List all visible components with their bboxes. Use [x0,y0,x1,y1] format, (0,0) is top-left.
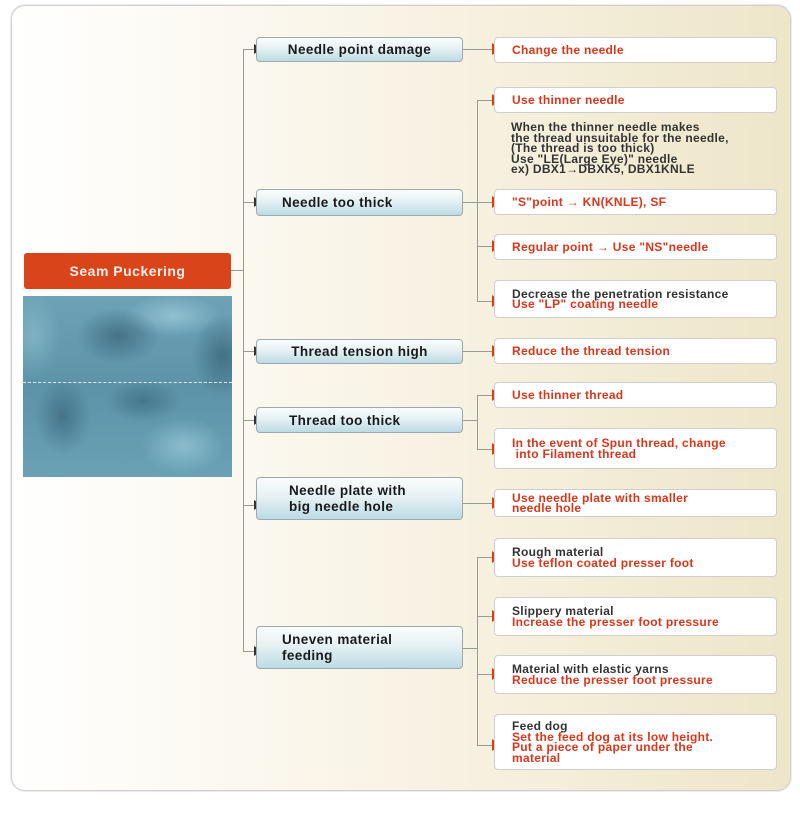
solution-s-point [494,189,777,215]
cause-thread-too-thick [256,407,463,433]
solution-elastic-yarns [494,655,777,694]
solution-connector [463,49,494,50]
cause-label: Thread tension high [291,344,428,359]
solution-text: Put a piece of paper under the [512,740,694,754]
solution-change-needle [494,37,777,63]
cause-needle-point-damage [256,37,463,62]
solution-regular-point [494,234,777,260]
solution-text: In the event of Spun thread, change [512,436,726,450]
solution-text: Use teflon coated presser foot [512,555,694,570]
solution-text: "S"point → KN(KNLE), SF [512,194,667,209]
condition-text: Decrease the penetration resistance [512,286,729,301]
solution-text: Set the feed dog at its low height. [512,729,714,744]
sub-trunk-line [477,557,478,745]
fabric-photo [23,296,232,477]
solution-feed-dog [494,714,777,770]
diagram-title: Seam Puckering [69,263,186,279]
note-line: ex) DBX1→DBXK5, DBX1KNLE [511,162,695,176]
sub-trunk-line [477,100,478,302]
cause-label-line: Needle plate with [289,482,407,498]
cause-label: Thread too thick [289,412,401,428]
solution-text: material [512,750,561,765]
cause-label [282,632,392,664]
solution-connector [463,420,477,421]
seam-stitch [23,382,232,383]
solution-text: Use needle plate with smaller [512,490,689,505]
cause-label-line: feeding [282,647,333,663]
cause-label [289,483,406,515]
solution-text: into Filament thread [512,446,637,461]
note-line: (The thread is too thick) [511,141,655,155]
solution-connector [463,202,477,203]
title-box [24,253,231,289]
solution-connector [463,648,477,649]
solution-text: Regular point → Use "NS"needle [512,239,709,254]
cause-label-line: big needle hole [289,498,394,514]
thick-thread-note [511,122,781,175]
solution-thinner-needle [494,87,777,113]
cause-needle-plate-big-hole [256,477,463,520]
title-connector [231,270,243,271]
cause-label-line: Uneven material [282,631,393,647]
solution-text: Use "LP" coating needle [512,297,659,311]
solution-text: Increase the presser foot pressure [512,614,719,629]
solution-slippery-material [494,597,777,636]
solution-text: Use thinner thread [512,387,624,402]
solution-text: Change the needle [512,42,624,57]
note-line: the thread unsuitable for the needle, [511,130,729,145]
solution-text: Reduce the thread tension [512,343,671,358]
solution-text: needle hole [512,501,582,515]
cause-uneven-material-feeding [256,626,463,669]
solution-connector [463,503,494,504]
solution-reduce-tension [494,338,777,364]
solution-smaller-needle-hole [494,489,777,517]
solution-text: Use thinner needle [512,92,625,107]
cause-label: Needle point damage [287,42,432,57]
note-line: When the thinner needle makes [511,120,700,134]
condition-text: Feed dog [512,719,568,733]
solution-penetration-resistance [494,280,777,318]
cause-label: Needle too thick [282,194,393,210]
sub-trunk-line [477,395,478,449]
condition-text: Material with elastic yarns [512,662,669,676]
note-line: Use "LE(Large Eye)" needle [511,151,678,166]
solution-thinner-thread [494,382,777,408]
condition-text: Slippery material [512,604,614,618]
solution-rough-material [494,538,777,577]
solution-connector [463,351,494,352]
cause-thread-tension-high [256,339,463,364]
solution-filament-thread [494,428,777,469]
condition-text: Rough material [512,545,604,559]
cause-needle-too-thick [256,189,463,216]
solution-text: Reduce the presser foot pressure [512,672,713,687]
